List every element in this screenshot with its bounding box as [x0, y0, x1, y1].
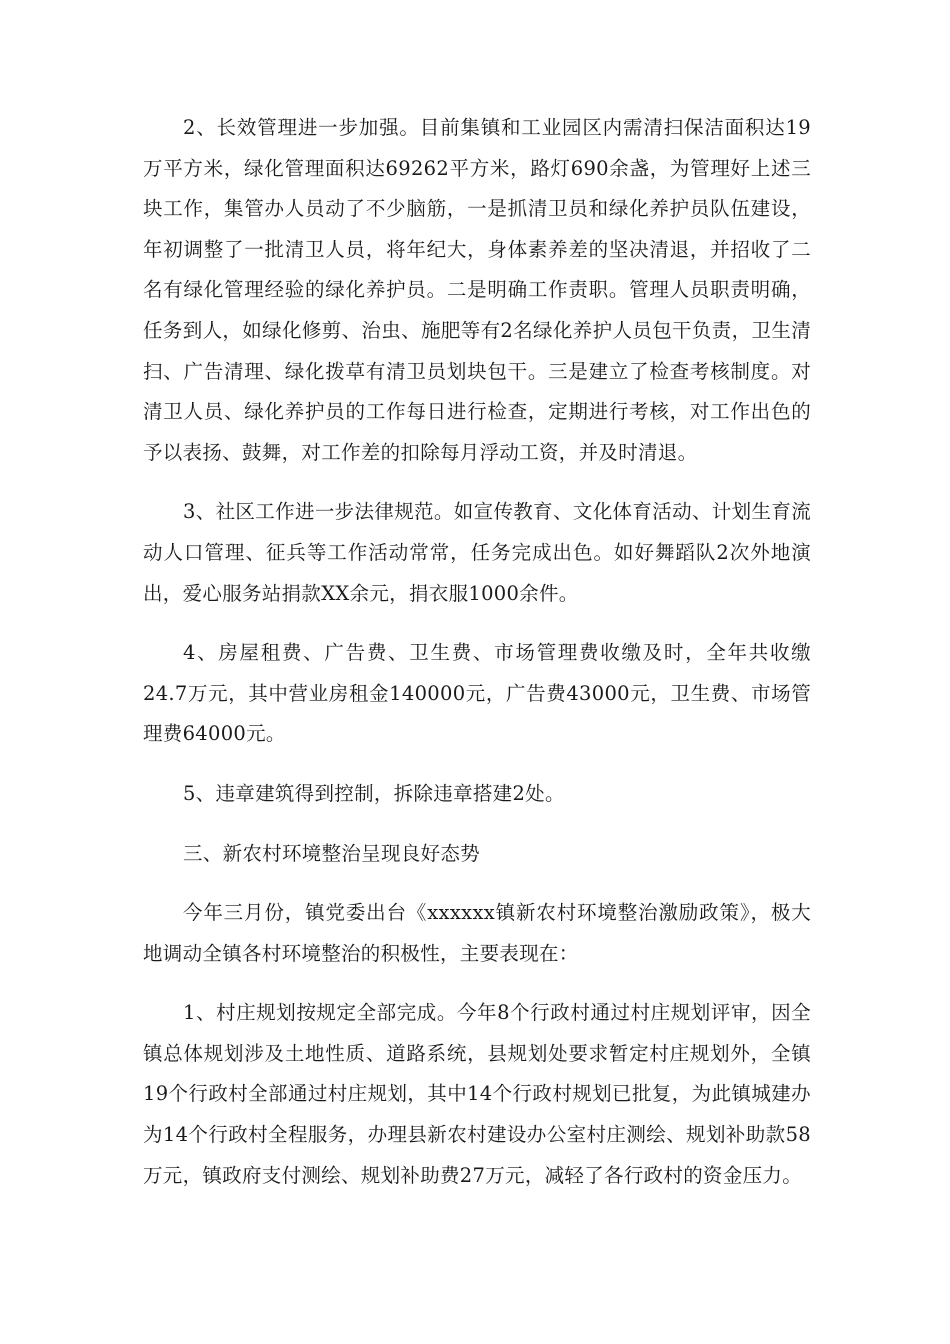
- paragraph-policy: 今年三月份，镇党委出台《xxxxxx镇新农村环境整治激励政策》，极大地调动全镇各村环境整治的积极性，主要表现在：: [143, 901, 811, 965]
- section-heading: 三、新农村环境整治呈现良好态势: [182, 841, 480, 865]
- paragraph-fees: 4、房屋租费、广告费、卫生费、市场管理费收缴及时，全年共收缴24.7万元，其中营业房租金140000元，广告费43000元，卫生费、市场管理费64000元。: [143, 641, 811, 746]
- document-body: [143, 108, 811, 1215]
- paragraph-community: 3、社区工作进一步法律规范。如宣传教育、文化体育活动、计划生育流动人口管理、征兵等工作活动常常，任务完成出色。如好舞蹈队2次外地演出，爱心服务站捐款XX余元，捐衣服1000余件。: [143, 500, 811, 605]
- paragraph-village-planning: 1、村庄规划按规定全部完成。今年8个行政村通过村庄规划评审，因全镇总体规划涉及土地性质、道路系统，县规划处要求暂定村庄规划外，全镇19个行政村全部通过村庄规划，其中14个行政村规划已批复，为此镇城建办为14个行政村全程服务，办理县新农村建设办公室村庄测绘、规划补助款58万元，镇政府支付测绘、规划补助费27万元，减轻了各行政村的资金压力。: [143, 1001, 811, 1187]
- paragraph-illegal-buildings: 5、违章建筑得到控制，拆除违章搭建2处。: [182, 781, 565, 805]
- paragraph-management: 2、长效管理进一步加强。目前集镇和工业园区内需清扫保洁面积达19万平方米，绿化管理面积达69262平方米，路灯690余盏，为管理好上述三块工作，集管办人员动了不少脑筋，一是抓清卫员和绿化养护员队伍建设，年初调整了一批清卫人员，将年纪大，身体素养差的坚决清退，并招收了二名有绿化管理经验的绿化养护员。二是明确工作责职。管理人员职责明确，任务到人，如绿化修剪、治虫、施肥等有2名绿化养护人员包干负责，卫生清扫、广告清理、绿化拨草有清卫员划块包干。三是建立了检查考核制度。对清卫人员、绿化养护员的工作每日进行检查，定期进行考核，对工作出色的予以表扬、鼓舞，对工作差的扣除每月浮动工资，并及时清退。: [143, 116, 811, 464]
